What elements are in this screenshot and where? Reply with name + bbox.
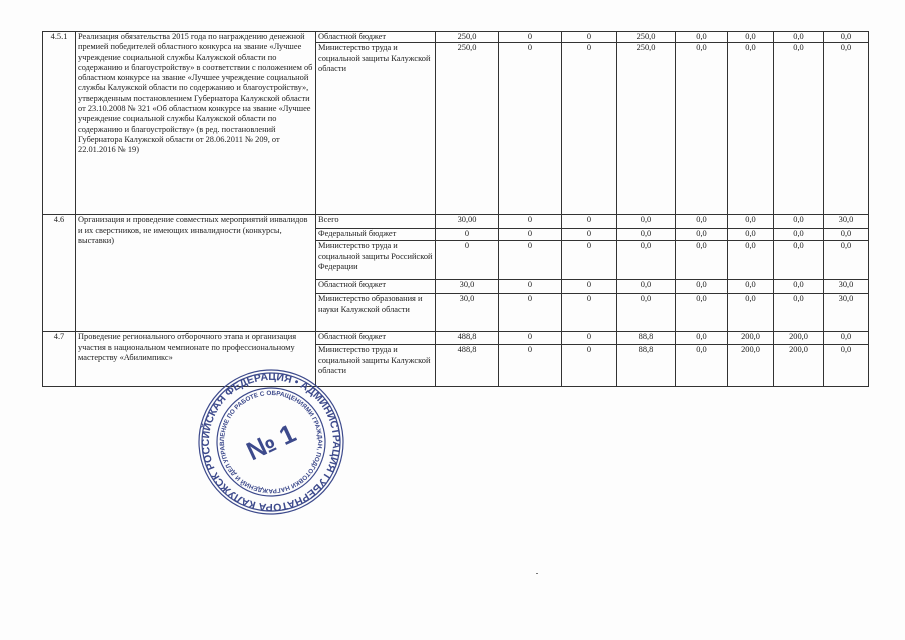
value-cell: 0 <box>499 32 562 43</box>
value-cell: 0 <box>499 229 562 241</box>
funding-source: Министерство труда и социальной защиты Российской Федерации <box>316 241 436 280</box>
value-cell: 0 <box>499 241 562 280</box>
row-description: Реализация обязательства 2015 года по награждению денежной премией победителей областного конкурса на звание «Лучшее учреждение социальной службы Калужской области по содержанию и благоустройству» в соответствии с положением об областном конкурсе на звание «Лучшее учреждение социальной службы Калужской области по содержанию и благоустройству», утвержденным постановлением Губернатора Калужской области от 23.10.2008 № 321 «Об областном конкурсе на звание «Лучшее учреждение социальной службы Калужской области по содержанию и благоустройству» (в ред. постановлений Губернатора Калужской области от 28.06.2011 № 209, от 22.01.2016 № 19) <box>76 32 316 215</box>
value-cell: 0,0 <box>676 215 728 229</box>
value-cell: 0 <box>499 294 562 332</box>
value-cell: 0,0 <box>774 229 824 241</box>
row-number: 4.5.1 <box>43 32 76 215</box>
value-cell: 0 <box>562 332 617 345</box>
value-cell: 0 <box>436 229 499 241</box>
value-cell: 0,0 <box>774 215 824 229</box>
value-cell: 30,0 <box>436 280 499 294</box>
value-cell: 200,0 <box>728 332 774 345</box>
stamp-outer-text: РОССИЙСКАЯ ФЕДЕРАЦИЯ • АДМИНИСТРАЦИЯ ГУБЕРНАТОРА КАЛУЖСКОЙ <box>199 370 343 514</box>
value-cell: 0,0 <box>728 280 774 294</box>
value-cell: 250,0 <box>436 32 499 43</box>
value-cell: 0,0 <box>728 294 774 332</box>
value-cell: 250,0 <box>617 43 676 215</box>
value-cell: 0 <box>499 280 562 294</box>
value-cell: 0,0 <box>728 229 774 241</box>
value-cell: 0,0 <box>617 294 676 332</box>
value-cell: 0 <box>499 332 562 345</box>
table-row <box>43 215 869 229</box>
funding-source: Министерство труда и социальной защиты Калужской области <box>316 43 436 215</box>
funding-source: Федеральный бюджет <box>316 229 436 241</box>
stamp-inner-text: УПРАВЛЕНИЕ ПО РАБОТЕ С ОБРАЩЕНИЯМИ ГРАЖДАН, ПОДГОТОВКИ НАГРАЖДЕНИЙ И ДЕЛОПРОИЗВОДСТВА <box>218 389 324 495</box>
row-number: 4.6 <box>43 215 76 332</box>
value-cell: 0 <box>499 345 562 387</box>
funding-source: Министерство труда и социальной защиты Калужской области <box>316 345 436 387</box>
value-cell: 0 <box>562 43 617 215</box>
row-description: Организация и проведение совместных мероприятий инвалидов и их сверстников, не имеющих инвалидности (конкурсы, выставки) <box>76 215 316 332</box>
value-cell: 0,0 <box>774 43 824 215</box>
value-cell: 0 <box>499 43 562 215</box>
official-seal-stamp <box>196 367 346 517</box>
value-cell: 0,0 <box>676 43 728 215</box>
funding-source: Областной бюджет <box>316 332 436 345</box>
scan-speck <box>536 573 538 574</box>
value-cell: 250,0 <box>436 43 499 215</box>
value-cell: 0,0 <box>774 241 824 280</box>
value-cell: 488,8 <box>436 345 499 387</box>
value-cell: 0 <box>562 32 617 43</box>
value-cell: 0 <box>436 241 499 280</box>
row-number: 4.7 <box>43 332 76 387</box>
value-cell: 0 <box>562 345 617 387</box>
funding-source: Областной бюджет <box>316 280 436 294</box>
value-cell: 30,0 <box>436 294 499 332</box>
value-cell: 0,0 <box>676 32 728 43</box>
value-cell: 0,0 <box>728 241 774 280</box>
value-cell: 0,0 <box>774 294 824 332</box>
value-cell: 0,0 <box>824 332 869 345</box>
value-cell: 0,0 <box>617 280 676 294</box>
row-description: Проведение регионального отборочного этапа и организация участия в национальном чемпионате по профессиональному мастерству «Абилимпикс» <box>76 332 316 387</box>
value-cell: 200,0 <box>774 332 824 345</box>
value-cell: 30,0 <box>824 215 869 229</box>
value-cell: 0,0 <box>774 32 824 43</box>
value-cell: 200,0 <box>774 345 824 387</box>
value-cell: 30,0 <box>824 280 869 294</box>
value-cell: 0,0 <box>676 332 728 345</box>
value-cell: 0,0 <box>774 280 824 294</box>
value-cell: 0,0 <box>676 229 728 241</box>
value-cell: 0,0 <box>728 32 774 43</box>
value-cell: 0,0 <box>824 345 869 387</box>
stamp-number: № 1 <box>241 417 301 467</box>
value-cell: 0,0 <box>824 241 869 280</box>
value-cell: 0,0 <box>676 294 728 332</box>
value-cell: 0,0 <box>676 280 728 294</box>
value-cell: 88,8 <box>617 332 676 345</box>
table-row <box>43 32 869 43</box>
value-cell: 88,8 <box>617 345 676 387</box>
value-cell: 0 <box>562 241 617 280</box>
value-cell: 0 <box>562 280 617 294</box>
value-cell: 0 <box>562 294 617 332</box>
value-cell: 30,00 <box>436 215 499 229</box>
value-cell: 0 <box>499 215 562 229</box>
value-cell: 0,0 <box>728 215 774 229</box>
value-cell: 0,0 <box>728 43 774 215</box>
budget-table <box>42 31 869 387</box>
funding-source: Областной бюджет <box>316 32 436 43</box>
value-cell: 488,8 <box>436 332 499 345</box>
funding-source: Всего <box>316 215 436 229</box>
value-cell: 0,0 <box>617 241 676 280</box>
value-cell: 0,0 <box>824 229 869 241</box>
value-cell: 0,0 <box>824 43 869 215</box>
value-cell: 0 <box>562 229 617 241</box>
value-cell: 200,0 <box>728 345 774 387</box>
value-cell: 0 <box>562 215 617 229</box>
funding-source: Министерство образования и науки Калужской области <box>316 294 436 332</box>
value-cell: 30,0 <box>824 294 869 332</box>
value-cell: 250,0 <box>617 32 676 43</box>
value-cell: 0,0 <box>617 215 676 229</box>
value-cell: 0,0 <box>676 345 728 387</box>
table-row <box>43 332 869 345</box>
value-cell: 0,0 <box>676 241 728 280</box>
value-cell: 0,0 <box>824 32 869 43</box>
value-cell: 0,0 <box>617 229 676 241</box>
